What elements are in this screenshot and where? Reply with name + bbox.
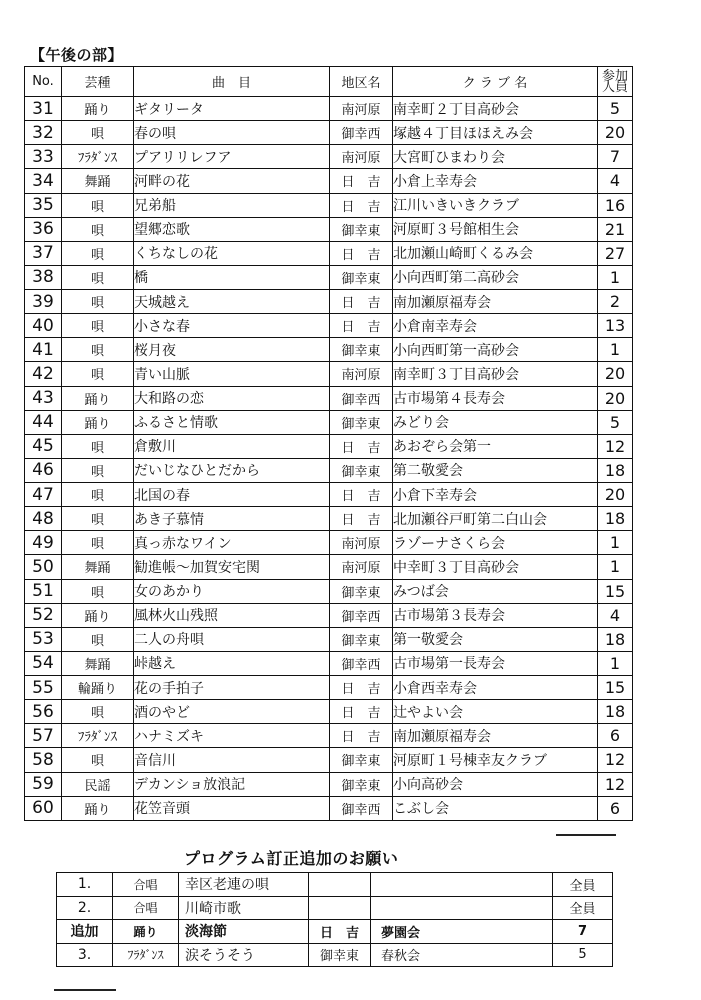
table-row: [25, 627, 633, 651]
participants-cell: 18: [598, 627, 633, 651]
table-row: [25, 700, 633, 724]
genre-cell: 唄: [62, 265, 134, 289]
correction-no-cell: 追加: [57, 920, 113, 944]
song-cell: 倉敷川: [134, 434, 330, 458]
table-row: [25, 193, 633, 217]
club-cell: 江川いきいきクラブ: [393, 193, 598, 217]
no-cell: 44: [25, 410, 62, 434]
divider-line: [556, 834, 616, 836]
correction-table: [56, 872, 613, 967]
no-cell: 54: [25, 651, 62, 675]
genre-cell: 唄: [62, 627, 134, 651]
table-row: [25, 651, 633, 675]
song-cell: 峠越え: [134, 651, 330, 675]
no-cell: 50: [25, 555, 62, 579]
district-cell: 日 吉: [330, 676, 393, 700]
footer-line: [54, 989, 116, 991]
table-row: [25, 434, 633, 458]
table-row: [25, 290, 633, 314]
correction-genre-cell: ﾌﾗﾀﾞﾝｽ: [113, 943, 179, 967]
district-cell: 南河原: [330, 555, 393, 579]
program-body: [25, 97, 633, 821]
correction-district-cell: [309, 896, 371, 920]
table-row: [25, 531, 633, 555]
district-cell: 御幸東: [330, 217, 393, 241]
table-row: [25, 145, 633, 169]
genre-cell: 踊り: [62, 386, 134, 410]
district-cell: 御幸東: [330, 748, 393, 772]
header-club: ク ラ ブ 名: [393, 67, 598, 97]
district-cell: 日 吉: [330, 241, 393, 265]
correction-row: [57, 896, 613, 920]
table-row: [25, 241, 633, 265]
no-cell: 59: [25, 772, 62, 796]
genre-cell: 唄: [62, 458, 134, 482]
genre-cell: 唄: [62, 121, 134, 145]
song-cell: 大和路の恋: [134, 386, 330, 410]
no-cell: 32: [25, 121, 62, 145]
genre-cell: 唄: [62, 314, 134, 338]
table-row: [25, 796, 633, 820]
club-cell: 南幸町３丁目高砂会: [393, 362, 598, 386]
district-cell: 御幸西: [330, 121, 393, 145]
genre-cell: 唄: [62, 483, 134, 507]
correction-district-cell: 日 吉: [309, 920, 371, 944]
table-row: [25, 507, 633, 531]
genre-cell: 唄: [62, 507, 134, 531]
no-cell: 45: [25, 434, 62, 458]
correction-title: プログラム訂正追加のお願い: [184, 849, 399, 868]
district-cell: 御幸東: [330, 772, 393, 796]
table-row: [25, 169, 633, 193]
club-cell: こぶし会: [393, 796, 598, 820]
song-cell: デカンショ放浪記: [134, 772, 330, 796]
no-cell: 55: [25, 676, 62, 700]
table-row: [25, 362, 633, 386]
song-cell: 河畔の花: [134, 169, 330, 193]
table-row: [25, 386, 633, 410]
header-no: No.: [25, 67, 62, 97]
song-cell: 春の唄: [134, 121, 330, 145]
no-cell: 53: [25, 627, 62, 651]
club-cell: 古市場第３長寿会: [393, 603, 598, 627]
participants-cell: 4: [598, 603, 633, 627]
table-row: [25, 676, 633, 700]
club-cell: 南加瀬原福寿会: [393, 724, 598, 748]
club-cell: 小倉南幸寿会: [393, 314, 598, 338]
participants-cell: 1: [598, 531, 633, 555]
song-cell: 青い山脈: [134, 362, 330, 386]
no-cell: 37: [25, 241, 62, 265]
participants-cell: 12: [598, 772, 633, 796]
song-cell: 桜月夜: [134, 338, 330, 362]
header-song: 曲 目: [134, 67, 330, 97]
club-cell: 小倉西幸寿会: [393, 676, 598, 700]
song-cell: だいじなひとだから: [134, 458, 330, 482]
participants-cell: 18: [598, 700, 633, 724]
song-cell: ギタリータ: [134, 97, 330, 121]
genre-cell: ﾌﾗﾀﾞﾝｽ: [62, 724, 134, 748]
no-cell: 47: [25, 483, 62, 507]
participants-cell: 20: [598, 483, 633, 507]
table-row: [25, 217, 633, 241]
song-cell: 兄弟船: [134, 193, 330, 217]
correction-club-cell: 春秋会: [371, 943, 553, 967]
genre-cell: 唄: [62, 362, 134, 386]
participants-cell: 5: [598, 410, 633, 434]
table-row: [25, 265, 633, 289]
genre-cell: 踊り: [62, 796, 134, 820]
district-cell: 日 吉: [330, 434, 393, 458]
participants-cell: 1: [598, 265, 633, 289]
song-cell: 小さな春: [134, 314, 330, 338]
correction-genre-cell: 合唱: [113, 873, 179, 897]
participants-cell: 20: [598, 121, 633, 145]
participants-cell: 7: [598, 145, 633, 169]
genre-cell: 唄: [62, 579, 134, 603]
no-cell: 57: [25, 724, 62, 748]
song-cell: 風林火山残照: [134, 603, 330, 627]
no-cell: 40: [25, 314, 62, 338]
no-cell: 58: [25, 748, 62, 772]
correction-body: [57, 873, 613, 967]
song-cell: 女のあかり: [134, 579, 330, 603]
participants-cell: 4: [598, 169, 633, 193]
table-header-row: [25, 67, 633, 97]
table-row: [25, 483, 633, 507]
song-cell: 天城越え: [134, 290, 330, 314]
participants-cell: 15: [598, 579, 633, 603]
correction-row: [57, 873, 613, 897]
participants-cell: 1: [598, 555, 633, 579]
genre-cell: 踊り: [62, 410, 134, 434]
no-cell: 42: [25, 362, 62, 386]
no-cell: 35: [25, 193, 62, 217]
song-cell: あき子慕情: [134, 507, 330, 531]
no-cell: 41: [25, 338, 62, 362]
no-cell: 34: [25, 169, 62, 193]
song-cell: くちなしの花: [134, 241, 330, 265]
genre-cell: 唄: [62, 193, 134, 217]
participants-cell: 21: [598, 217, 633, 241]
district-cell: 南河原: [330, 362, 393, 386]
club-cell: 河原町１号棟幸友クラブ: [393, 748, 598, 772]
header-participants-line2: 人員: [601, 79, 628, 95]
participants-cell: 6: [598, 796, 633, 820]
no-cell: 48: [25, 507, 62, 531]
table-row: [25, 338, 633, 362]
correction-district-cell: 御幸東: [309, 943, 371, 967]
genre-cell: 輪踊り: [62, 676, 134, 700]
club-cell: 小向西町第一高砂会: [393, 338, 598, 362]
song-cell: 北国の春: [134, 483, 330, 507]
genre-cell: 唄: [62, 531, 134, 555]
district-cell: 日 吉: [330, 507, 393, 531]
no-cell: 52: [25, 603, 62, 627]
district-cell: 南河原: [330, 531, 393, 555]
district-cell: 御幸西: [330, 796, 393, 820]
song-cell: 橋: [134, 265, 330, 289]
genre-cell: ﾌﾗﾀﾞﾝｽ: [62, 145, 134, 169]
table-row: [25, 314, 633, 338]
genre-cell: 民謡: [62, 772, 134, 796]
table-row: [25, 724, 633, 748]
correction-genre-cell: 合唱: [113, 896, 179, 920]
song-cell: 勧進帳～加賀安宅関: [134, 555, 330, 579]
district-cell: 日 吉: [330, 290, 393, 314]
participants-cell: 15: [598, 676, 633, 700]
section-title: 【午後の部】: [30, 46, 124, 64]
correction-club-cell: [371, 873, 553, 897]
table-row: [25, 555, 633, 579]
participants-cell: 6: [598, 724, 633, 748]
participants-cell: 18: [598, 458, 633, 482]
header-participants-line1: 参加: [601, 68, 628, 84]
district-cell: 御幸東: [330, 338, 393, 362]
no-cell: 60: [25, 796, 62, 820]
correction-no-cell: 2.: [57, 896, 113, 920]
no-cell: 49: [25, 531, 62, 555]
genre-cell: 唄: [62, 290, 134, 314]
genre-cell: 舞踊: [62, 555, 134, 579]
district-cell: 御幸東: [330, 627, 393, 651]
participants-cell: 2: [598, 290, 633, 314]
genre-cell: 唄: [62, 434, 134, 458]
song-cell: 真っ赤なワイン: [134, 531, 330, 555]
song-cell: ハナミズキ: [134, 724, 330, 748]
no-cell: 33: [25, 145, 62, 169]
correction-genre-cell: 踊り: [113, 920, 179, 944]
district-cell: 日 吉: [330, 700, 393, 724]
header-participants: [598, 67, 633, 97]
no-cell: 46: [25, 458, 62, 482]
participants-cell: 12: [598, 748, 633, 772]
correction-participants-cell: 全員: [553, 896, 613, 920]
correction-song-cell: 川崎市歌: [179, 896, 309, 920]
club-cell: 辻やよい会: [393, 700, 598, 724]
club-cell: 中幸町３丁目高砂会: [393, 555, 598, 579]
district-cell: 御幸東: [330, 265, 393, 289]
club-cell: みどり会: [393, 410, 598, 434]
table-row: [25, 458, 633, 482]
correction-row: [57, 943, 613, 967]
correction-song-cell: 涙そうそう: [179, 943, 309, 967]
participants-cell: 12: [598, 434, 633, 458]
song-cell: 花の手拍子: [134, 676, 330, 700]
club-cell: あおぞら会第一: [393, 434, 598, 458]
header-genre: 芸種: [62, 67, 134, 97]
correction-participants-cell: 7: [553, 920, 613, 944]
genre-cell: 唄: [62, 338, 134, 362]
club-cell: みつば会: [393, 579, 598, 603]
district-cell: 日 吉: [330, 169, 393, 193]
club-cell: ラゾーナさくら会: [393, 531, 598, 555]
club-cell: 河原町３号館相生会: [393, 217, 598, 241]
club-cell: 塚越４丁目ほほえみ会: [393, 121, 598, 145]
club-cell: 古市場第一長寿会: [393, 651, 598, 675]
genre-cell: 舞踊: [62, 651, 134, 675]
correction-no-cell: 1.: [57, 873, 113, 897]
no-cell: 38: [25, 265, 62, 289]
district-cell: 御幸東: [330, 410, 393, 434]
no-cell: 39: [25, 290, 62, 314]
no-cell: 51: [25, 579, 62, 603]
club-cell: 大宮町ひまわり会: [393, 145, 598, 169]
district-cell: 南河原: [330, 97, 393, 121]
song-cell: 酒のやど: [134, 700, 330, 724]
club-cell: 第一敬愛会: [393, 627, 598, 651]
participants-cell: 18: [598, 507, 633, 531]
genre-cell: 唄: [62, 700, 134, 724]
district-cell: 御幸東: [330, 579, 393, 603]
correction-club-cell: 夢園会: [371, 920, 553, 944]
song-cell: プアリリレフア: [134, 145, 330, 169]
participants-cell: 5: [598, 97, 633, 121]
table-row: [25, 748, 633, 772]
district-cell: 日 吉: [330, 483, 393, 507]
correction-club-cell: [371, 896, 553, 920]
correction-participants-cell: 5: [553, 943, 613, 967]
song-cell: ふるさと情歌: [134, 410, 330, 434]
genre-cell: 唄: [62, 217, 134, 241]
participants-cell: 20: [598, 362, 633, 386]
participants-cell: 1: [598, 338, 633, 362]
participants-cell: 13: [598, 314, 633, 338]
club-cell: 小倉上幸寿会: [393, 169, 598, 193]
table-row: [25, 579, 633, 603]
participants-cell: 20: [598, 386, 633, 410]
genre-cell: 踊り: [62, 603, 134, 627]
club-cell: 小倉下幸寿会: [393, 483, 598, 507]
district-cell: 南河原: [330, 145, 393, 169]
club-cell: 小向高砂会: [393, 772, 598, 796]
correction-district-cell: [309, 873, 371, 897]
club-cell: 北加瀬谷戸町第二白山会: [393, 507, 598, 531]
correction-song-cell: 幸区老連の唄: [179, 873, 309, 897]
no-cell: 36: [25, 217, 62, 241]
genre-cell: 唄: [62, 748, 134, 772]
correction-song-cell: 淡海節: [179, 920, 309, 944]
participants-cell: 27: [598, 241, 633, 265]
club-cell: 第二敬愛会: [393, 458, 598, 482]
no-cell: 31: [25, 97, 62, 121]
table-row: [25, 121, 633, 145]
correction-row: [57, 920, 613, 944]
district-cell: 日 吉: [330, 724, 393, 748]
club-cell: 北加瀬山崎町くるみ会: [393, 241, 598, 265]
club-cell: 南幸町２丁目高砂会: [393, 97, 598, 121]
table-row: [25, 603, 633, 627]
no-cell: 43: [25, 386, 62, 410]
song-cell: 音信川: [134, 748, 330, 772]
no-cell: 56: [25, 700, 62, 724]
genre-cell: 踊り: [62, 97, 134, 121]
district-cell: 御幸西: [330, 386, 393, 410]
table-row: [25, 97, 633, 121]
song-cell: 花笠音頭: [134, 796, 330, 820]
club-cell: 小向西町第二高砂会: [393, 265, 598, 289]
table-row: [25, 772, 633, 796]
correction-no-cell: 3.: [57, 943, 113, 967]
district-cell: 日 吉: [330, 314, 393, 338]
district-cell: 日 吉: [330, 193, 393, 217]
table-row: [25, 410, 633, 434]
genre-cell: 唄: [62, 241, 134, 265]
header-district: 地区名: [330, 67, 393, 97]
club-cell: 南加瀬原福寿会: [393, 290, 598, 314]
genre-cell: 舞踊: [62, 169, 134, 193]
district-cell: 御幸東: [330, 458, 393, 482]
program-table: [24, 66, 633, 821]
correction-participants-cell: 全員: [553, 873, 613, 897]
participants-cell: 16: [598, 193, 633, 217]
song-cell: 望郷恋歌: [134, 217, 330, 241]
club-cell: 古市場第４長寿会: [393, 386, 598, 410]
song-cell: 二人の舟唄: [134, 627, 330, 651]
participants-cell: 1: [598, 651, 633, 675]
district-cell: 御幸西: [330, 651, 393, 675]
district-cell: 御幸西: [330, 603, 393, 627]
